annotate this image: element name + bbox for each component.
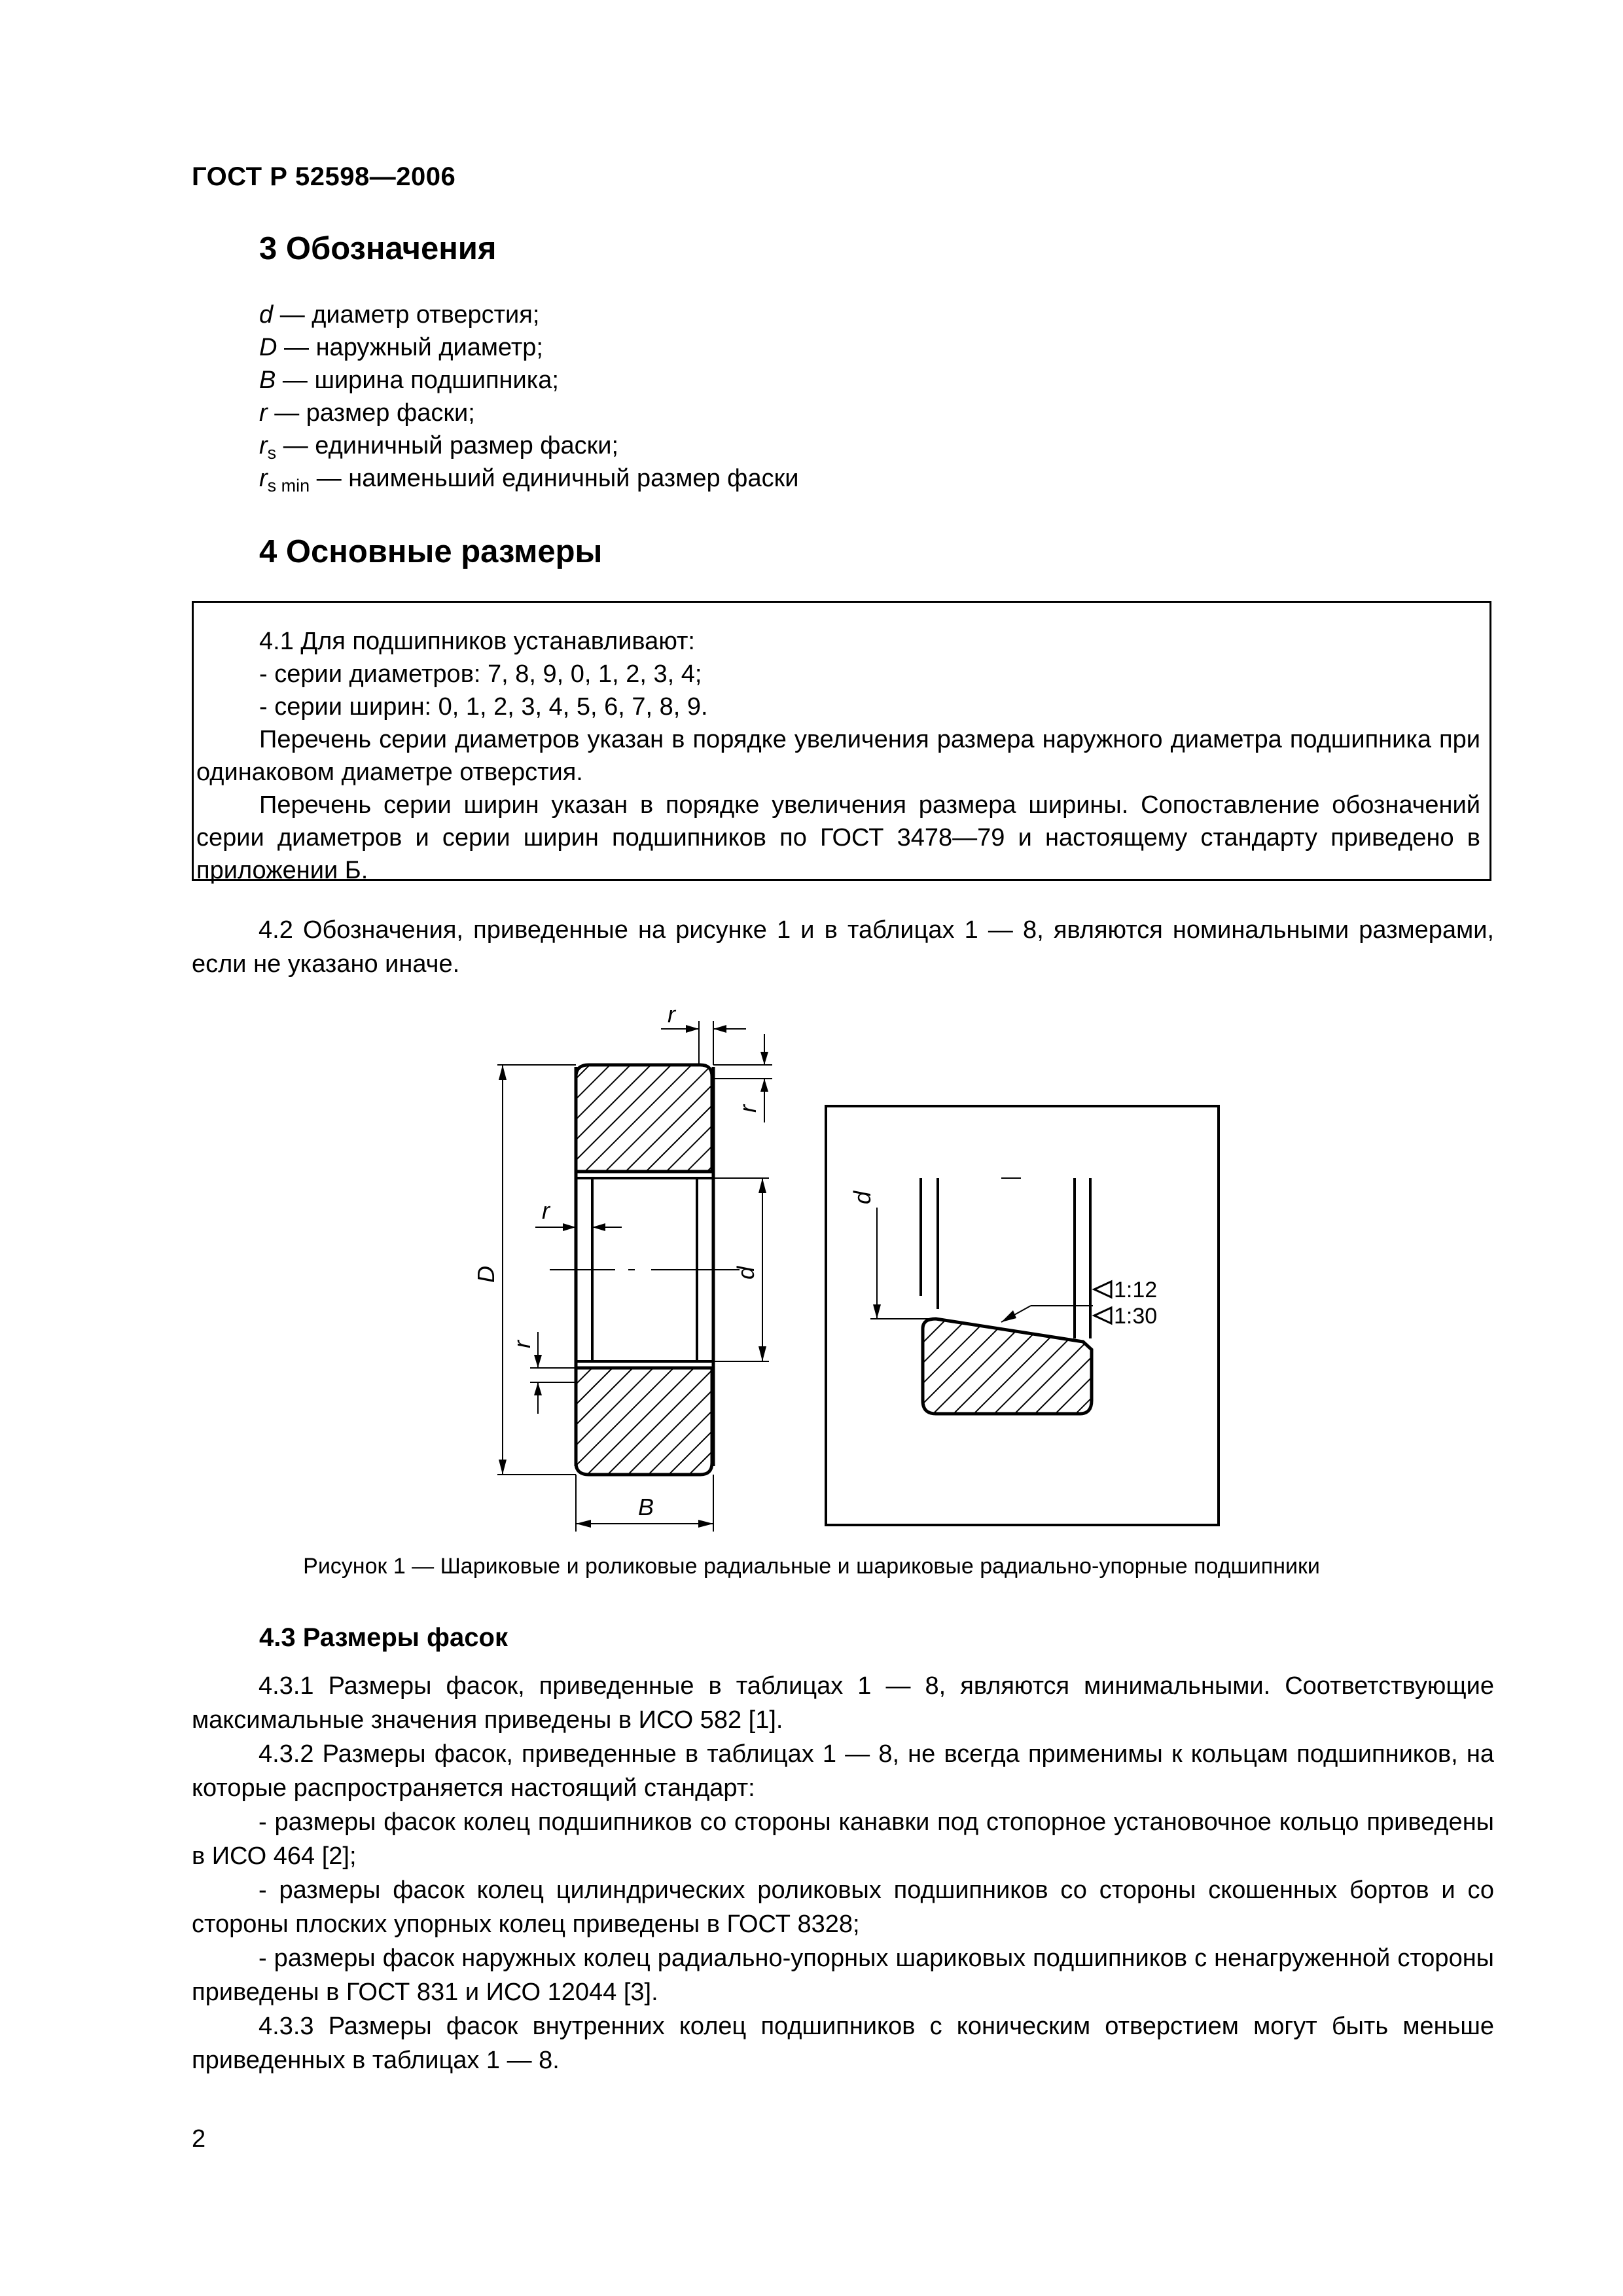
section-4-3-title: 4.3 Размеры фасок: [259, 1623, 508, 1652]
paragraph-4-3-2: 4.3.2 Размеры фасок, приведенные в таблицах 1 — 8, не всегда применимы к кольцам подшипников, на которые распространяется настоящий стандарт:: [192, 1740, 1494, 1802]
symbol-subscript: s: [267, 443, 277, 463]
symbol: r: [259, 465, 268, 492]
label-D: D: [473, 1266, 499, 1283]
box-line: - серии диаметров: 7, 8, 9, 0, 1, 2, 3, 4;: [259, 660, 702, 688]
symbol: d: [259, 301, 274, 329]
list-item: - размеры фасок наружных колец радиально-упорных шариковых подшипников с ненагруженной стороны приведены в ГОСТ 831 и ИСО 12044 [3].: [192, 1945, 1494, 2006]
label-r-middle: r: [542, 1197, 550, 1224]
symbol: r: [259, 432, 268, 459]
change-box: [192, 601, 1491, 884]
bearing-section-drawing: [497, 1021, 772, 1532]
paragraph-4-3-1: 4.3.1 Размеры фасок, приведенные в таблицах 1 — 8, являются минимальными. Соответствующие максимальные значения приведены в ИСО 582 [1].: [192, 1672, 1494, 1734]
box-content: [194, 625, 1489, 887]
box-line: - серии ширин: 0, 1, 2, 3, 4, 5, 6, 7, 8, 9.: [259, 693, 708, 721]
symbol-desc: — ширина подшипника;: [276, 367, 559, 394]
section-4-title: 4 Основные размеры: [259, 534, 603, 569]
figure-caption: Рисунок 1 — Шариковые и роликовые радиальные и шариковые радиально-упорные подшипники: [303, 1554, 1320, 1579]
page-number: 2: [192, 2125, 206, 2153]
label-r-top: r: [668, 1001, 675, 1028]
label-B: B: [638, 1494, 654, 1520]
label-r-right: r: [734, 1105, 761, 1113]
label-d-detail: d: [849, 1191, 876, 1204]
symbol-line: [259, 432, 619, 463]
taper-detail-drawing: [826, 1106, 1219, 1525]
document-header: ГОСТ Р 52598—2006: [192, 162, 456, 191]
paragraph-4-2: 4.2 Обозначения, приведенные на рисунке 1 и в таблицах 1 — 8, являются номинальными размерами, если не указано иначе.: [192, 916, 1494, 978]
symbol-line: [259, 399, 475, 427]
symbol-desc: — наружный диаметр;: [277, 334, 543, 361]
paragraph-4-3-3: 4.3.3 Размеры фасок внутренних колец подшипников с коническим отверстием могут быть меньше приведенных в таблицах 1 — 8.: [192, 2013, 1494, 2074]
section-3-title: 3 Обозначения: [259, 231, 497, 266]
symbol-subscript: s min: [267, 476, 310, 495]
figure-1: [0, 982, 1623, 1558]
symbol: B: [259, 367, 276, 394]
box-paragraph: Перечень серии диаметров указан в порядке увеличения размера наружного диаметра подшипника при одинаковом диаметре отверстия.: [196, 726, 1480, 786]
symbol-desc: — наименьший единичный размер фаски: [310, 465, 799, 492]
outer-ring-bottom: [576, 1368, 712, 1475]
symbol-desc: — диаметр отверстия;: [273, 301, 540, 329]
symbol: D: [259, 334, 277, 361]
list-item: - размеры фасок колец подшипников со стороны канавки под стопорное установочное кольцо приведены в ИСО 464 [2];: [192, 1808, 1494, 1870]
label-r-lower: r: [508, 1340, 535, 1348]
box-line: 4.1 Для подшипников устанавливают:: [259, 628, 695, 655]
label-taper-1-12: 1:12: [1114, 1278, 1158, 1302]
symbol-line: [259, 334, 543, 362]
box-paragraph: Перечень серии ширин указан в порядке увеличения размера ширины. Сопоставление обозначений серии диаметров и серии ширин подшипников по ГОСТ 3478—79 и настоящему стандарту приведено в приложении Б.: [196, 791, 1480, 884]
label-d: d: [732, 1266, 759, 1280]
symbol-desc: — размер фаски;: [267, 399, 475, 427]
outer-ring-top: [576, 1065, 712, 1172]
symbol-line: [259, 301, 539, 329]
symbol-line: [259, 465, 798, 493]
symbol-line: [259, 367, 559, 395]
list-item: - размеры фасок колец цилиндрических роликовых подшипников со стороны скошенных бортов и со стороны плоских упорных колец приведены в ГОСТ 8328;: [192, 1876, 1494, 1938]
symbol: r: [259, 399, 268, 427]
label-taper-1-30: 1:30: [1114, 1304, 1158, 1329]
symbol-desc: — единичный размер фаски;: [276, 432, 619, 459]
